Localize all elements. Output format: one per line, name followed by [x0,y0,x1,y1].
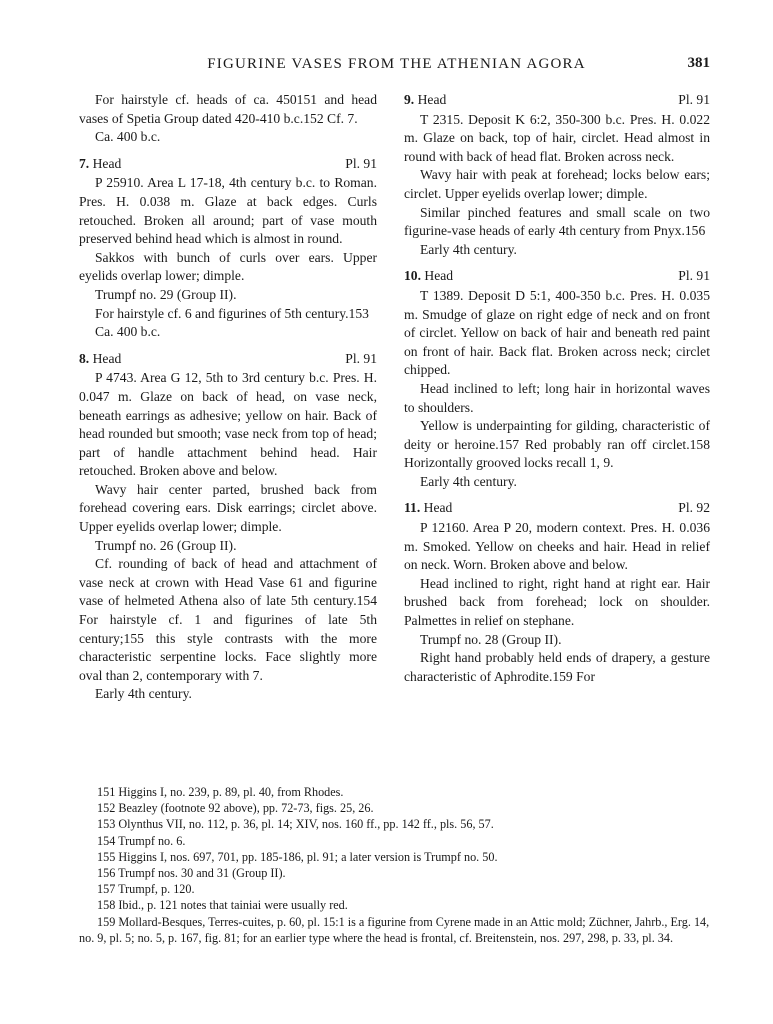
page-number: 381 [687,55,710,71]
entry-8-comparison: Cf. rounding of back of head and attachment of vase neck at crown with Head Vase 61 and figurine vase of helmeted Athena also of late 5th century.154 For hairstyle cf. 1 and figurines of late 5th century;155 this style contrasts with the more characteristic serpentine locks. Face slightly more oval than 2, contemporary with 7. [79,556,377,683]
footnote: 155 Higgins I, nos. 697, 701, pp. 185-186, pl. 91; a later version is Trumpf no. 50. [97,849,498,864]
footnote: 158 Ibid., p. 121 notes that tainiai were usually red. [97,898,348,913]
intro-date: Ca. 400 b.c. [95,129,161,145]
entry-10-description: Head inclined to left; long hair in horizontal waves to shoulders. [404,380,710,415]
footnotes [79,784,714,946]
entry-7-date: Ca. 400 b.c. [95,324,161,340]
page-header [79,52,714,76]
entry-9-catalog: T 2315. Deposit K 6:2, 350-300 b.c. Pres. H. 0.022 m. Glaze on back, top of hair, circlet. Head almost in round with back of head flat. Broken across neck. [404,111,710,164]
entry-8-date: Early 4th century. [95,686,192,702]
footnote: 152 Beazley (footnote 92 above), pp. 72-73, figs. 25, 26. [97,801,374,816]
entry-8-description: Wavy hair center parted, brushed back from forehead covering ears. Disk earrings; circlet above. Upper eyelids overlap lower; dimple. [79,481,377,535]
footnote: 153 Olynthus VII, no. 112, p. 36, pl. 14; XIV, nos. 160 ff., pp. 142 ff., pls. 56, 57. [97,817,494,832]
entry-11-comparison: Right hand probably held ends of drapery, a gesture characteristic of Aphrodite.159 For [404,650,710,684]
entry-9-heading [404,91,710,110]
footnote: 154 Trumpf no. 6. [97,833,186,848]
entry-11-heading [404,499,710,518]
entry-number: 9. [404,92,415,107]
plate-ref: Pl. 92 [678,500,710,516]
entry-7-comparison: For hairstyle cf. 6 and figurines of 5th century.153 [95,305,369,321]
running-title: FIGURINE VASES FROM THE ATHENIAN AGORA [207,56,586,72]
entry-number: 11. [404,500,421,516]
entry-11-catalog: P 12160. Area P 20, modern context. Pres. H. 0.036 m. Smoked. Yellow on cheeks and hair. Head in relief on neck. Worn. Broken above and below. [404,520,710,573]
footnote: 151 Higgins I, no. 239, p. 89, pl. 40, from Rhodes. [97,785,344,799]
entry-number: 8. [79,350,90,366]
entry-7-heading [79,155,377,174]
entry-11-reference: Trumpf no. 28 (Group II). [420,631,562,647]
plate-ref: Pl. 91 [345,350,377,366]
intro-paragraph: For hairstyle cf. heads of ca. 450151 and head vases of Spetia Group dated 420-410 b.c.152 Cf. 7. [79,92,377,126]
footnote: 159 Mollard-Besques, Terres-cuites, p. 60, pl. 15:1 is a figurine from Cyrene made in an Attic mold; Züchner, Jahrb., Erg. 14, no. 9, pl. 5; no. 5, p. 167, fig. 81; for an earlier type where the head is frontal, cf. Breitenstein, nos. 297, 298, p. 33, pl. 34. [79,914,710,945]
plate-ref: Pl. 91 [678,92,710,107]
entry-number: 10. [404,268,421,284]
entry-10-comparison: Yellow is underpainting for gilding, characteristic of deity or heroine.157 Red probably ran off circlet.158 Horizontally grooved locks recall 1, 9. [404,418,710,471]
footnote: 156 Trumpf nos. 30 and 31 (Group II). [97,866,286,881]
entry-10-date: Early 4th century. [420,473,517,489]
entry-10-catalog: T 1389. Deposit D 5:1, 400-350 b.c. Pres. H. 0.035 m. Smudge of glaze on right edge of neck and on front of circlet. Yellow on back of hair and beneath red paint on front of hair. Back flat. Broken across neck; circlet chipped. [404,287,710,378]
entry-number: 7. [79,155,90,171]
entry-8-catalog: P 4743. Area G 12, 5th to 3rd century b.c. Pres. H. 0.047 m. Glaze on back of head, on vase neck, beneath earrings as adhesive; yellow on hair. Back of head rounded but smooth; vase neck from top of head; part of handle attachment behind head. Hair retouched. Broken above and below. [79,370,377,479]
entry-9-description: Wavy hair with peak at forehead; locks below ears; circlet. Upper eyelids overlap lower; dimple. [404,167,710,201]
entry-7-description: Sakkos with bunch of curls over ears. Upper eyelids overlap lower; dimple. [79,249,377,284]
entry-8-heading [79,350,377,369]
entry-10-heading [404,267,710,286]
entry-title: Head [417,92,447,107]
footnote: 157 Trumpf, p. 120. [97,882,195,897]
entry-9-date: Early 4th century. [420,241,517,257]
plate-ref: Pl. 91 [678,268,710,284]
entry-9-comparison: Similar pinched features and small scale on two figurine-vase heads of early 4th century from Pnyx.156 [404,204,710,239]
entry-8-reference: Trumpf no. 26 (Group II). [95,537,237,553]
entry-7-catalog: P 25910. Area L 17-18, 4th century b.c. to Roman. Pres. H. 0.038 m. Glaze at back edges. Curls retouched. Broken all around; part of vase mouth preserved behind head which is almost in round. [79,175,377,247]
plate-ref: Pl. 91 [345,155,377,171]
left-column [79,91,377,704]
entry-title: Head [423,500,453,516]
entry-title: Head [92,350,122,366]
entry-title: Head [424,268,454,284]
entry-7-reference: Trumpf no. 29 (Group II). [95,286,237,302]
entry-11-description: Head inclined to right, right hand at right ear. Hair brushed back from forehead; lock on shoulder. Palmettes in relief on stephane. [404,575,710,629]
entry-title: Head [92,155,122,171]
right-column [404,91,710,686]
